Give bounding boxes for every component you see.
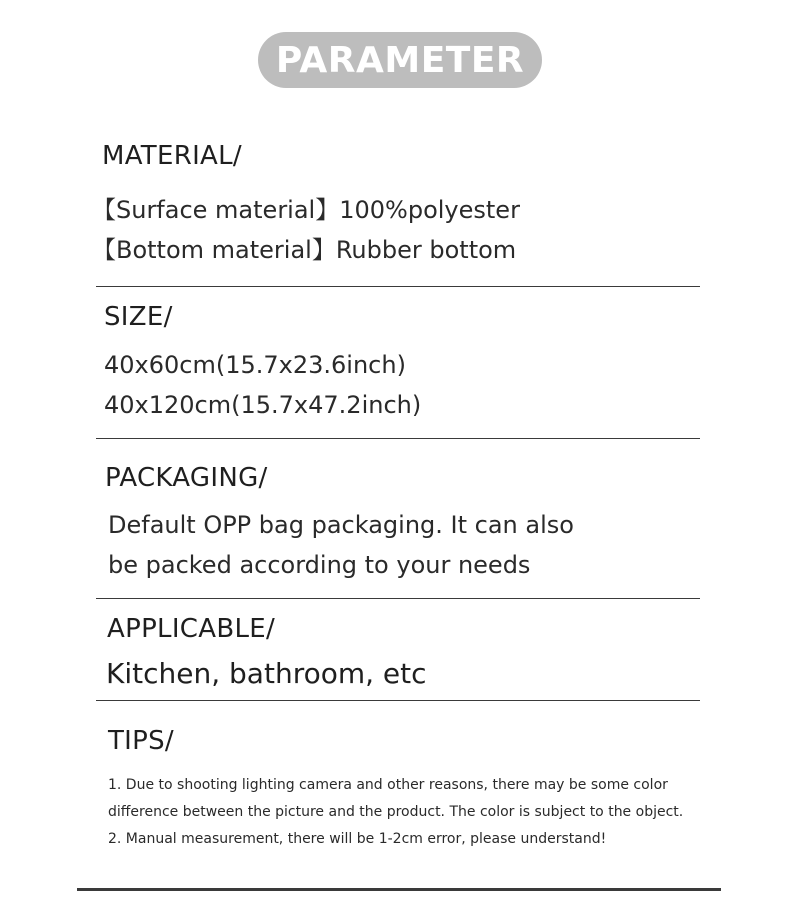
- page-title: PARAMETER: [275, 39, 525, 81]
- tip-line-1: 1. Due to shooting lighting camera and other reasons, there may be some color: [108, 777, 668, 793]
- size-line-1: 40x60cm(15.7x23.6inch): [104, 351, 406, 379]
- tips-heading: TIPS/: [108, 726, 174, 756]
- divider: [96, 438, 700, 439]
- divider: [96, 598, 700, 599]
- applicable-heading: APPLICABLE/: [107, 614, 276, 644]
- bottom-divider: [77, 888, 721, 891]
- size-heading: SIZE/: [104, 302, 173, 332]
- size-line-2: 40x120cm(15.7x47.2inch): [104, 391, 422, 419]
- packaging-line-2: be packed according to your needs: [108, 551, 531, 579]
- packaging-line-1: Default OPP bag packaging. It can also: [108, 511, 574, 539]
- parameter-title-pill: [258, 32, 542, 88]
- packaging-heading: PACKAGING/: [105, 463, 268, 493]
- tip-line-2: difference between the picture and the product. The color is subject to the object.: [108, 804, 684, 820]
- divider: [96, 700, 700, 701]
- material-line-surface: 【Surface material】100%polyester: [92, 196, 520, 224]
- tip-line-3: 2. Manual measurement, there will be 1-2cm error, please understand!: [108, 831, 607, 847]
- divider: [96, 286, 700, 287]
- material-line-bottom: 【Bottom material】Rubber bottom: [92, 236, 517, 264]
- material-heading: MATERIAL/: [102, 141, 242, 171]
- applicable-line: Kitchen, bathroom, etc: [106, 657, 427, 690]
